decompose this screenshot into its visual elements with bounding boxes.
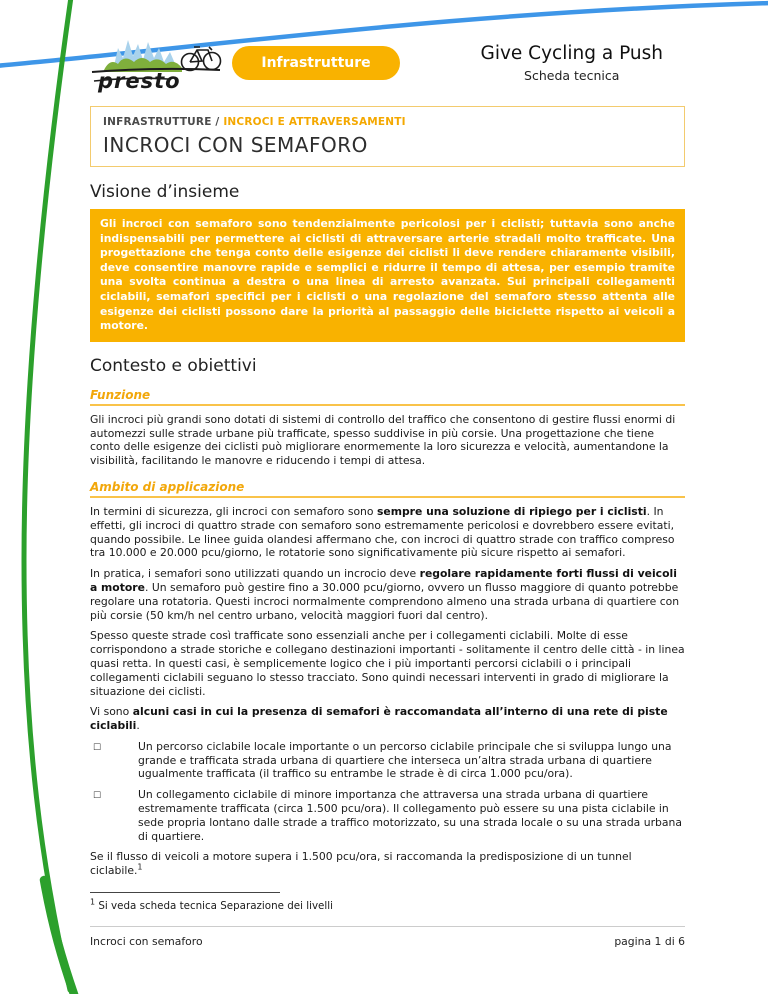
list-item <box>90 788 685 843</box>
paragraph-ambito-5 <box>90 850 685 878</box>
footnote-reference: 1 <box>137 862 143 872</box>
footnote-marker: 1 <box>90 897 96 907</box>
green-swoosh-line-thick-end <box>44 880 76 994</box>
bicycle-icon <box>182 47 221 71</box>
text-run: . In effetti, gli incroci di quattro strade con semaforo sono estremamente pericolosi e dovrebbero essere evitati, quando possibile. Le linee guida olandesi affermano che, con incroci di quattro strade con traffico compreso tra 10.000 e 20.000 pcu/giorno, le rotatorie sono significativamente più sicure rispetto ai semafori. <box>90 504 675 560</box>
presto-logo-art <box>90 32 222 94</box>
footer-document-title: Incroci con semaforo <box>90 935 203 949</box>
text-run: . <box>136 719 140 733</box>
footer-page-number: pagina 1 di 6 <box>614 935 685 949</box>
list-item-text: Un percorso ciclabile locale importante o un percorso ciclabile principale che si sviluppa lungo una grande e trafficata strada urbana di quartiere che interseca un’altra strada urbana di quartiere ugualmente trafficata (il traffico su entrambe le strade è di circa 1.000 pcu/ora). <box>138 739 672 781</box>
bullet-square-icon: □ <box>93 790 102 801</box>
presto-logo <box>90 32 222 94</box>
text-run: . Un semaforo può gestire fino a 30.000 pcu/giorno, ovvero un flusso maggiore di quanto potrebbe regolare una rotatoria. Questi incroci normalmente comprendono almeno una strada urbana di quartiere con più corsie (50 km/h nel centro urbano, velocità maggiori fuori dal centro). <box>90 580 680 622</box>
paragraph-ambito-1 <box>90 505 685 560</box>
paragraph-funzione: Gli incroci più grandi sono dotati di sistemi di controllo del traffico che consentono di gestire flussi enormi di automezzi sulle strade urbane più trafficate, spesso suddivise in più corsie. Una progettazione che tiene conto delle esigenze dei ciclisti può migliorare enormemente la loro sicurezza e velocità, aumentandone la visibilità, facilitando le manovre e riducendo i tempi di attesa. <box>90 412 676 468</box>
text-run: Vi sono <box>90 705 133 719</box>
subsection-heading-funzione: Funzione <box>90 388 685 406</box>
breadcrumb <box>103 116 672 128</box>
logo-wordmark: presto <box>98 69 181 93</box>
text-run: In termini di sicurezza, gli incroci con semaforo sono <box>90 504 377 518</box>
text-run: In pratica, i semafori sono utilizzati quando un incrocio deve <box>90 567 420 581</box>
footnote-separator <box>90 892 280 893</box>
text-run-bold: regolare rapidamente forti flussi di veicoli a motore <box>90 567 677 594</box>
text-run-bold: sempre una soluzione di ripiego per i ciclisti <box>376 504 647 518</box>
paragraph-ambito-4 <box>90 705 685 733</box>
green-swoosh-line <box>24 0 72 990</box>
series-subtitle: Scheda tecnica <box>524 68 620 83</box>
section-heading-context: Contesto e obiettivi <box>90 355 257 376</box>
paragraph-ambito-2 <box>90 567 685 622</box>
list-item-text: Un collegamento ciclabile di minore importanza che attraversa una strada urbana di quartiere estremamente trafficata (circa 1.500 pcu/ora). Il collegamento può essere su una pista ciclabile in sede propria lontano dalle strade a traffico motorizzato, su una strada locale o su una strada urbana di quartiere. <box>138 788 682 843</box>
series-title: Give Cycling a Push <box>480 43 663 64</box>
page-footer <box>90 926 685 948</box>
category-button[interactable]: Infrastrutture <box>232 46 400 80</box>
footnote-text: Si veda scheda tecnica Separazione dei livelli <box>95 900 333 913</box>
breadcrumb-current: INCROCI E ATTRAVERSAMENTI <box>223 116 406 128</box>
text-run: Se il flusso di veicoli a motore supera i 1.500 pcu/ora, si raccomanda la predisposizione di un tunnel ciclabile. <box>90 850 632 878</box>
text-run-bold: alcuni casi in cui la presenza di semafori è raccomandata all’interno di una rete di piste ciclabili <box>90 705 668 733</box>
paragraph-ambito-3: Spesso queste strade così trafficate sono essenziali anche per i collegamenti ciclabili. Molte di esse corrispondono a strade storiche e collegano destinazioni importanti - solitamente il centro delle città - in linea quasi retta. In questi casi, è semplicemente logico che i più importanti percorsi ciclabili o i principali collegamenti ciclabili seguano lo stesso tracciato. Sono quindi necessari interventi in grado di migliorare la situazione dei ciclisti. <box>90 629 685 698</box>
title-box <box>90 106 685 167</box>
breadcrumb-root: INFRASTRUTTURE / <box>103 116 224 128</box>
bullet-square-icon: □ <box>93 741 102 752</box>
list-item <box>90 740 685 781</box>
abstract-highlight-box: Gli incroci con semaforo sono tendenzialmente pericolosi per i ciclisti; tuttavia sono anche indispensabili per permettere ai ciclisti di attraversare arterie stradali molto trafficate. Una progettazione che tenga conto delle esigenze dei ciclisti li deve rendere chiaramente visibili, deve consentire manovre rapide e semplici e ridurre il tempo di attesa, per esempio tramite una svolta continua a destra o una linea di arresto avanzata. Sui principali collegamenti ciclabili, semafori specifici per i ciclisti o una regolazione del semaforo stesso attenta alle esigenze dei ciclisti possono dare la priorità al passaggio delle biciclette rispetto ai veicoli a motore. <box>90 209 685 342</box>
section-heading-overview: Visione d’insieme <box>90 182 240 202</box>
masthead <box>481 43 664 83</box>
page-title: INCROCI CON SEMAFORO <box>103 133 368 157</box>
page-header <box>90 0 685 96</box>
footnote <box>90 897 685 913</box>
subsection-heading-ambito: Ambito di applicazione <box>90 480 685 498</box>
